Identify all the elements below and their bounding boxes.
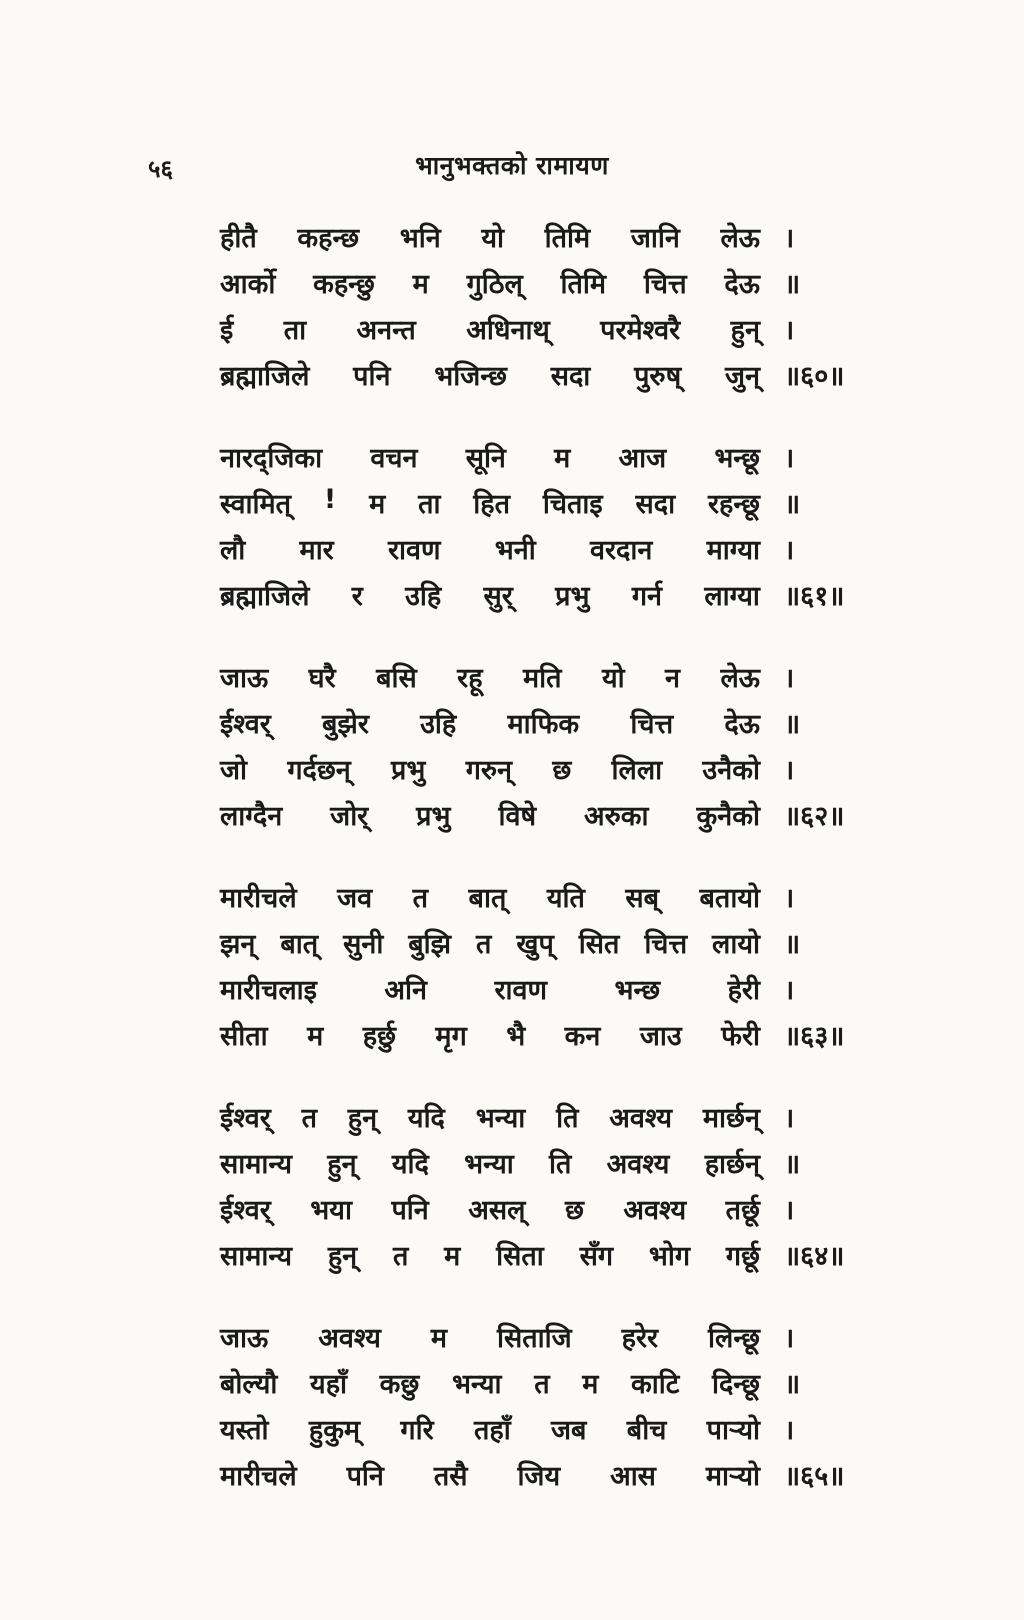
verse-line: [220, 1098, 860, 1144]
verse-word: म: [582, 1369, 599, 1400]
verse-line: [220, 264, 860, 310]
verse-word: पनि: [346, 1461, 384, 1492]
verse-word: जुन्: [724, 361, 760, 392]
verse-line-text: [220, 878, 760, 915]
verse-word: माग्या: [706, 535, 760, 566]
verse-word: यो: [481, 223, 505, 254]
verse-line: [220, 704, 860, 750]
verse-line-text: [220, 438, 760, 475]
verse-line-text: [220, 310, 760, 347]
verse-word: कहन्छ: [297, 223, 360, 254]
verse-word: पनि: [353, 361, 391, 392]
verse-word: असल्: [468, 1195, 526, 1226]
verse-word: त: [301, 1103, 317, 1134]
verse-word: गरि: [400, 1415, 434, 1446]
verse-line: [220, 970, 860, 1016]
verse-word: देऊ: [724, 269, 760, 300]
verse-word: जो: [220, 755, 248, 786]
verse-line-text: [220, 264, 760, 301]
verse-danda-mark: ।: [784, 315, 795, 346]
verse-word: त: [392, 1241, 409, 1272]
verse-word: म: [554, 443, 571, 474]
verse-word: घरै: [308, 663, 336, 694]
verse-word: न: [665, 663, 681, 694]
verse-danda-mark: ॥: [784, 1149, 801, 1180]
verse-line-text: [220, 970, 760, 1007]
verse-word: लाग्या: [704, 581, 760, 612]
verse-word: त: [412, 883, 429, 914]
verse-word: त: [534, 1369, 550, 1400]
verse-word: लायो: [712, 929, 760, 960]
stanza: [220, 878, 860, 1062]
verse-line-text: [220, 750, 760, 787]
verse-line: [220, 576, 860, 622]
stanza: [220, 658, 860, 842]
verse-danda-mark: ।: [784, 443, 795, 474]
verse-word: स्वामित्: [220, 489, 292, 520]
verse-word: जानि: [630, 223, 680, 254]
verse-word: म: [369, 489, 386, 520]
verse-word: सदा: [550, 361, 591, 392]
verse-line: [220, 356, 860, 402]
verse-word: चिताइ: [542, 489, 603, 520]
verse-word: हीतै: [220, 223, 257, 254]
verse-line-text: [220, 1410, 760, 1447]
verse-word: लेऊ: [720, 663, 760, 694]
verse-line: [220, 438, 860, 484]
verse-line: [220, 750, 860, 796]
verse-word: आर्को: [220, 269, 276, 300]
verse-word: कन: [564, 1021, 601, 1052]
verse-word: लिला: [611, 755, 663, 786]
verse-word: जिय: [517, 1461, 561, 1492]
verse-word: तहाँ: [473, 1415, 511, 1446]
verse-word: अनन्त: [356, 315, 416, 346]
verse-word: गर्छू: [725, 1241, 760, 1272]
verse-danda-mark: ॥६४॥: [784, 1241, 845, 1272]
verse-word: हुन्: [347, 1103, 378, 1134]
verse-line: [220, 1144, 860, 1190]
verse-word: अरुका: [584, 801, 649, 832]
verse-danda-mark: ।: [784, 1195, 795, 1226]
verse-word: यहाँ: [310, 1369, 348, 1400]
verse-word: र: [351, 581, 363, 612]
verse-word: ता: [418, 489, 441, 520]
verse-word: फेरी: [721, 1021, 760, 1052]
verse-word: !: [323, 484, 337, 515]
verse-line: [220, 878, 860, 924]
verse-word: चित्त: [643, 269, 687, 300]
verse-line: [220, 1456, 860, 1502]
verse-word: मार्छन्: [702, 1103, 760, 1134]
verse-danda-mark: ।: [784, 1323, 795, 1354]
verse-line: [220, 924, 860, 970]
verse-word: भन्या: [475, 1103, 526, 1134]
verse-word: मारीचले: [220, 1461, 297, 1492]
verse-word: सँग: [579, 1241, 614, 1272]
verse-line-text: [220, 704, 760, 741]
running-head-title: भानुभक्तको रामायण: [415, 151, 609, 180]
verse-line: [220, 796, 860, 842]
verse-danda-mark: ॥६३॥: [784, 1021, 845, 1052]
verse-line-text: [220, 1364, 760, 1401]
verse-danda-mark: ।: [784, 663, 795, 694]
verse-line-text: [220, 1144, 760, 1181]
verse-line: [220, 484, 860, 530]
verse-word: अवश्य: [606, 1149, 670, 1180]
verse-word: म: [430, 1323, 448, 1354]
verse-word: ता: [283, 315, 307, 346]
verse-word: झन्: [220, 929, 256, 960]
verse-word: बसि: [376, 663, 417, 694]
verse-word: देऊ: [724, 709, 760, 740]
verse-word: मार: [299, 535, 334, 566]
verse-danda-mark: ।: [784, 535, 795, 566]
page-number: ५६: [148, 155, 173, 183]
verse-line-text: [220, 1318, 760, 1355]
verse-word: ईश्वर्: [220, 709, 271, 740]
verse-word: गरुन्: [465, 755, 513, 786]
verse-word: भन्या: [464, 1149, 514, 1180]
verse-word: तिमि: [544, 223, 591, 254]
verse-danda-mark: ॥६२॥: [784, 801, 845, 832]
verse-danda-mark: ।: [784, 883, 795, 914]
verse-danda-mark: ॥: [784, 709, 801, 740]
verse-word: भन्छ: [614, 975, 661, 1006]
verse-word: भै: [506, 1021, 526, 1052]
verse-word: चित्त: [630, 709, 674, 740]
verse-word: जव: [337, 883, 373, 914]
verse-word: ति: [556, 1103, 579, 1134]
verse-word: रावण: [494, 975, 548, 1006]
verse-block: [220, 218, 860, 1538]
verse-word: म: [444, 1241, 461, 1272]
verse-word: बात्: [280, 929, 319, 960]
verse-danda-mark: ।: [784, 223, 795, 254]
verse-word: परमेश्वरै: [600, 315, 681, 346]
verse-danda-mark: ॥: [784, 269, 801, 300]
verse-word: ब्रह्माजिले: [220, 361, 310, 392]
verse-word: नारद्जिका: [220, 443, 323, 474]
verse-word: त: [476, 929, 492, 960]
verse-word: लाग्दैन: [220, 801, 283, 832]
verse-line: [220, 1410, 860, 1456]
verse-word: हरेर: [621, 1323, 659, 1354]
verse-line: [220, 1190, 860, 1236]
verse-word: हर्छु: [362, 1021, 396, 1052]
verse-word: दिन्छू: [711, 1369, 760, 1400]
verse-line: [220, 1364, 860, 1410]
verse-danda-mark: ॥६५॥: [784, 1461, 845, 1492]
verse-word: हुन्: [730, 315, 760, 346]
verse-word: सुनी: [343, 929, 384, 960]
stanza: [220, 438, 860, 622]
verse-word: जब: [551, 1415, 587, 1446]
verse-word: सामान्य: [220, 1241, 293, 1272]
verse-word: हुकुम्: [308, 1415, 361, 1446]
verse-word: प्रभु: [555, 581, 590, 612]
verse-word: तिमि: [560, 269, 607, 300]
verse-line-text: [220, 1190, 760, 1227]
verse-danda-mark: ।: [784, 1103, 795, 1134]
verse-word: तर्छू: [725, 1195, 760, 1226]
verse-line-text: [220, 796, 760, 833]
verse-word: यदि: [391, 1149, 429, 1180]
verse-danda-mark: ॥६०॥: [784, 361, 845, 392]
verse-word: हार्छन्: [704, 1149, 760, 1180]
verse-word: अवश्य: [609, 1103, 673, 1134]
verse-word: प्रभु: [416, 801, 451, 832]
verse-line-text: [220, 658, 760, 695]
verse-word: ईश्वर्: [220, 1195, 271, 1226]
verse-line-text: [220, 530, 760, 567]
verse-word: बात्: [468, 883, 507, 914]
verse-word: पाऱ्यो: [706, 1415, 760, 1446]
verse-word: वरदान: [589, 535, 653, 566]
verse-word: भनी: [494, 535, 536, 566]
verse-word: सित: [578, 929, 620, 960]
verse-word: पुरुष्: [634, 361, 682, 392]
verse-danda-mark: ।: [784, 1415, 795, 1446]
verse-word: लिन्छू: [708, 1323, 760, 1354]
verse-line: [220, 218, 860, 264]
verse-word: सदा: [635, 489, 676, 520]
verse-danda-mark: ॥६१॥: [784, 581, 845, 612]
verse-word: मति: [522, 663, 562, 694]
verse-word: लेऊ: [720, 223, 760, 254]
verse-line-text: [220, 924, 760, 961]
verse-line-text: [220, 576, 760, 613]
verse-word: बुझेर: [322, 709, 369, 740]
verse-word: काटि: [630, 1369, 680, 1400]
verse-word: भन्या: [451, 1369, 502, 1400]
verse-word: चित्त: [644, 929, 688, 960]
verse-word: खुप्: [516, 929, 554, 960]
verse-word: मारीचले: [220, 883, 297, 914]
stanza: [220, 218, 860, 402]
verse-word: गर्न: [631, 581, 663, 612]
verse-word: उनैको: [702, 755, 760, 786]
verse-word: गर्दछन्: [287, 755, 351, 786]
verse-word: म: [307, 1021, 324, 1052]
verse-word: उहि: [420, 709, 457, 740]
verse-word: छ: [564, 1195, 584, 1226]
verse-word: छ: [552, 755, 572, 786]
verse-word: कुनैको: [696, 801, 760, 832]
verse-word: गुठिल्: [466, 269, 523, 300]
verse-word: भजिन्छ: [434, 361, 507, 392]
verse-word: रहन्छू: [707, 489, 760, 520]
verse-word: यदि: [407, 1103, 445, 1134]
verse-word: उहि: [405, 581, 442, 612]
verse-word: सब्: [625, 883, 660, 914]
verse-line-text: [220, 1098, 760, 1135]
verse-line: [220, 1016, 860, 1062]
verse-word: जोर्: [330, 801, 369, 832]
verse-line-text: [220, 1236, 760, 1273]
verse-word: कहन्छु: [313, 269, 375, 300]
verse-word: बीच: [626, 1415, 667, 1446]
verse-word: यस्तो: [220, 1415, 269, 1446]
verse-word: तसै: [433, 1461, 468, 1492]
verse-word: हेरी: [727, 975, 760, 1006]
verse-line-text: [220, 218, 760, 255]
verse-word: पनि: [391, 1195, 429, 1226]
verse-word: म: [412, 269, 429, 300]
verse-word: सीता: [220, 1021, 268, 1052]
verse-word: मारीचलाइ: [220, 975, 317, 1006]
stanza: [220, 1318, 860, 1502]
verse-word: ईश्वर्: [220, 1103, 271, 1134]
verse-word: रहू: [457, 663, 483, 694]
verse-word: वचन: [370, 443, 418, 474]
verse-word: भन्छू: [714, 443, 760, 474]
verse-danda-mark: ।: [784, 755, 795, 786]
verse-word: यति: [546, 883, 585, 914]
verse-word: मृग: [435, 1021, 467, 1052]
verse-line-text: [220, 356, 760, 393]
verse-line-text: [220, 1016, 760, 1053]
verse-word: ब्रह्माजिले: [220, 581, 310, 612]
verse-line: [220, 1236, 860, 1282]
verse-danda-mark: ।: [784, 975, 795, 1006]
verse-word: माफिक: [507, 709, 580, 740]
verse-word: यो: [601, 663, 625, 694]
verse-word: कछु: [379, 1369, 420, 1400]
verse-danda-mark: ॥: [784, 929, 801, 960]
verse-word: प्रभु: [391, 755, 426, 786]
verse-word: अवश्य: [623, 1195, 687, 1226]
verse-word: अवश्य: [318, 1323, 381, 1354]
verse-word: ई: [220, 315, 234, 346]
verse-word: भोग: [648, 1241, 691, 1272]
verse-word: बुझि: [408, 929, 452, 960]
verse-word: सिताजि: [497, 1323, 572, 1354]
verse-word: भया: [310, 1195, 352, 1226]
verse-word: विषे: [498, 801, 537, 832]
verse-word: सिता: [496, 1241, 544, 1272]
verse-word: भनि: [399, 223, 441, 254]
verse-danda-mark: ॥: [784, 489, 801, 520]
verse-line: [220, 310, 860, 356]
verse-word: सामान्य: [220, 1149, 293, 1180]
verse-word: सूनि: [465, 443, 506, 474]
verse-word: बोल्यौ: [220, 1369, 278, 1400]
verse-word: लौ: [220, 535, 246, 566]
stanza: [220, 1098, 860, 1282]
verse-word: जाऊ: [220, 663, 269, 694]
verse-word: अधिनाथ्: [466, 315, 550, 346]
verse-word: हुन्: [327, 1241, 358, 1272]
verse-word: माऱ्यो: [705, 1461, 760, 1492]
verse-word: हुन्: [327, 1149, 357, 1180]
verse-line-text: [220, 484, 760, 521]
verse-word: अनि: [384, 975, 427, 1006]
verse-word: हित: [473, 489, 511, 520]
verse-word: ति: [549, 1149, 572, 1180]
verse-word: आज: [618, 443, 667, 474]
verse-word: रावण: [387, 535, 441, 566]
verse-line: [220, 658, 860, 704]
verse-word: आस: [610, 1461, 656, 1492]
verse-line: [220, 1318, 860, 1364]
verse-word: सुर्: [483, 581, 513, 612]
verse-line-text: [220, 1456, 760, 1493]
verse-word: जाउ: [639, 1021, 682, 1052]
verse-danda-mark: ॥: [784, 1369, 801, 1400]
verse-word: जाऊ: [220, 1323, 269, 1354]
verse-word: बतायो: [699, 883, 760, 914]
verse-line: [220, 530, 860, 576]
